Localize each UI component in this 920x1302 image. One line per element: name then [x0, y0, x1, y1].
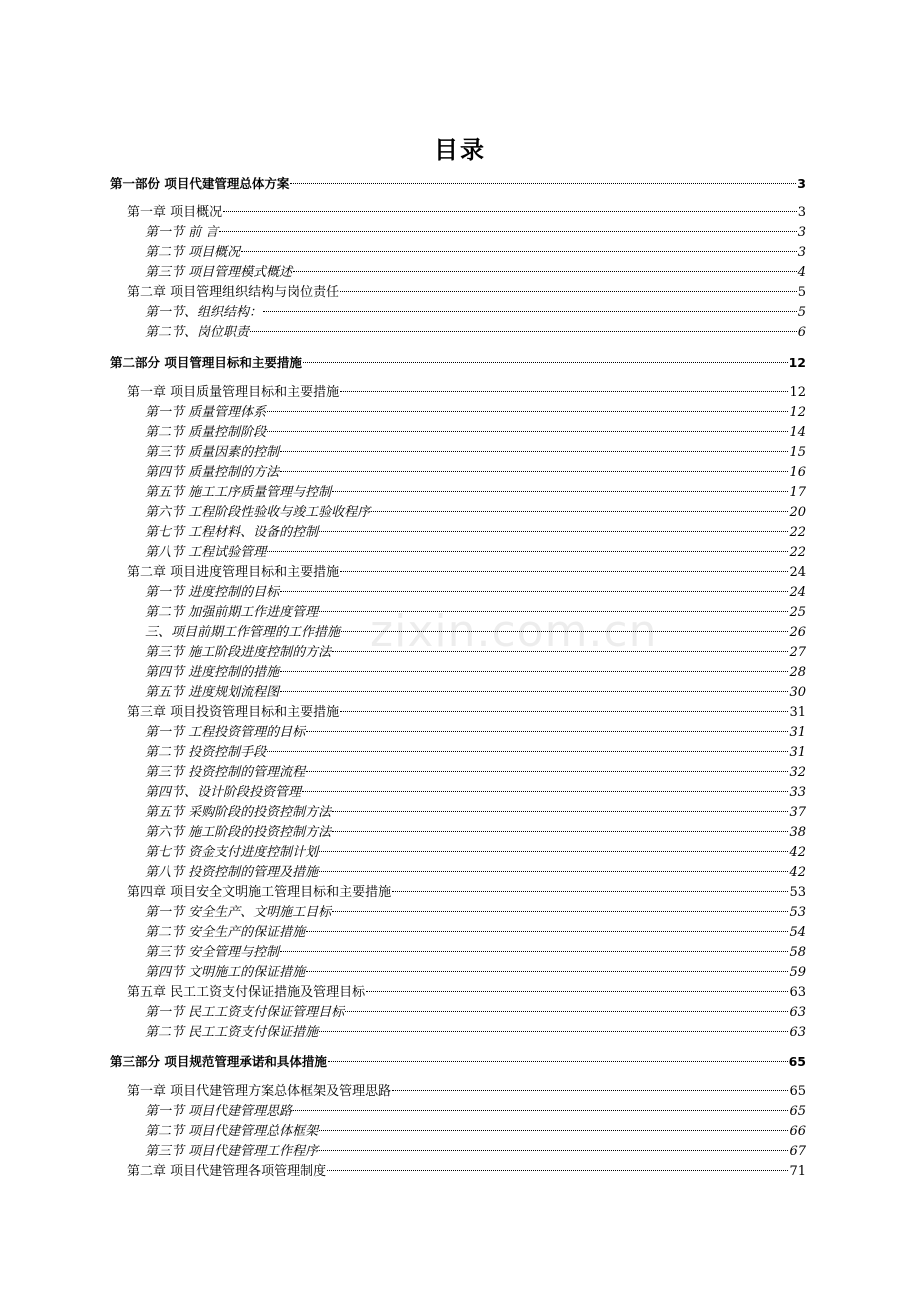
toc-entry-page-number: 31	[789, 705, 806, 720]
dot-leader	[332, 830, 788, 832]
toc-entry-section[interactable]	[145, 1023, 806, 1043]
toc-entry-page-number: 4	[797, 265, 806, 280]
toc-entry-section[interactable]	[145, 323, 806, 343]
toc-entry-page-number: 63	[789, 985, 806, 1000]
dot-leader	[327, 1169, 788, 1171]
toc-entry-chapter[interactable]	[127, 1162, 806, 1182]
toc-entry-label: 第四节 质量控制的方法	[145, 465, 280, 480]
toc-entry-label: 第六节 工程阶段性验收与竣工验收程序	[145, 505, 371, 520]
toc-entry-page-number: 63	[789, 1025, 806, 1040]
toc-entry-chapter[interactable]	[127, 1082, 806, 1102]
toc-entry-page-number: 3	[797, 225, 806, 240]
dot-leader	[319, 530, 788, 532]
toc-entry-page-number: 25	[789, 605, 806, 620]
toc-entry-page-number: 5	[797, 285, 806, 300]
toc-entry-page-number: 54	[789, 925, 806, 940]
toc-entry-page-number: 53	[789, 885, 806, 900]
dot-leader	[280, 670, 788, 672]
toc-entry-label: 第三节 项目代建管理工作程序	[145, 1144, 319, 1159]
dot-leader	[267, 410, 788, 412]
toc-entry-page-number: 42	[789, 845, 806, 860]
toc-entry-label: 第三节 安全管理与控制	[145, 945, 280, 960]
toc-entry-page-number: 59	[789, 965, 806, 980]
toc-entry-page-number: 15	[789, 445, 806, 460]
toc-entry-section[interactable]	[145, 723, 806, 743]
toc-entry-label: 第五节 施工工序质量管理与控制	[145, 485, 332, 500]
toc-entry-label: 第一节 前 言	[145, 225, 219, 240]
toc-entry-label: 第六节 施工阶段的投资控制方法	[145, 825, 332, 840]
dot-leader	[319, 870, 788, 872]
toc-entry-page-number: 28	[789, 665, 806, 680]
toc-entry-label: 第七节 资金支付进度控制计划	[145, 845, 319, 860]
toc-entry-label: 第三节 施工阶段进度控制的方法	[145, 645, 332, 660]
toc-entry-label: 第一节 项目代建管理思路	[145, 1104, 293, 1119]
toc-entry-section[interactable]	[145, 803, 806, 823]
dot-leader	[341, 630, 788, 632]
toc-entry-page-number: 66	[789, 1124, 806, 1139]
dot-leader	[306, 930, 788, 932]
dot-leader	[332, 910, 788, 912]
toc-entry-label: 第四节、设计阶段投资管理	[145, 785, 302, 800]
dot-leader	[340, 570, 788, 572]
dot-leader	[290, 182, 796, 184]
toc-entry-chapter[interactable]	[127, 983, 806, 1003]
toc-entry-section[interactable]	[145, 683, 806, 703]
toc-entry-label: 第二节 民工工资支付保证措施	[145, 1025, 319, 1040]
toc-entry-part[interactable]	[110, 174, 806, 194]
toc-entry-section[interactable]	[145, 863, 806, 883]
toc-entry-section[interactable]	[145, 943, 806, 963]
dot-leader	[332, 810, 788, 812]
dot-leader	[223, 210, 797, 212]
toc-entry-page-number: 37	[789, 805, 806, 820]
toc-entry-section[interactable]	[145, 503, 806, 523]
toc-entry-label: 第二节 加强前期工作进度管理	[145, 605, 319, 620]
toc-entry-chapter[interactable]	[127, 203, 806, 223]
toc-entry-section[interactable]	[145, 463, 806, 483]
toc-entry-page-number: 14	[789, 425, 806, 440]
toc-entry-label: 第一部份 项目代建管理总体方案	[110, 176, 290, 191]
dot-leader	[241, 250, 797, 252]
toc-entry-page-number: 26	[789, 625, 806, 640]
toc-entry-page-number: 12	[789, 385, 806, 400]
toc-entry-page-number: 6	[797, 325, 806, 340]
dot-leader	[371, 510, 788, 512]
toc-entry-page-number: 16	[789, 465, 806, 480]
dot-leader	[332, 650, 788, 652]
toc-entry-label: 第二节 投资控制手段	[145, 745, 267, 760]
dot-leader	[219, 230, 796, 232]
toc-entry-page-number: 65	[789, 1104, 806, 1119]
dot-leader	[340, 390, 788, 392]
toc-entry-label: 第二章 项目管理组织结构与岗位责任	[127, 285, 340, 300]
toc-entry-part[interactable]	[110, 353, 806, 373]
dot-leader	[392, 890, 788, 892]
dot-leader	[267, 750, 788, 752]
toc-entry-label: 第一章 项目代建管理方案总体框架及管理思路	[127, 1084, 392, 1099]
dot-leader	[345, 1010, 788, 1012]
dot-leader	[280, 470, 788, 472]
toc-entry-chapter[interactable]	[127, 383, 806, 403]
dot-leader	[366, 990, 788, 992]
toc-entry-page-number: 31	[789, 745, 806, 760]
toc-entry-section[interactable]	[145, 963, 806, 983]
dot-leader	[280, 690, 788, 692]
toc-entry-section[interactable]	[145, 423, 806, 443]
toc-entry-section[interactable]	[145, 263, 806, 283]
dot-leader	[250, 330, 797, 332]
toc-entry-page-number: 65	[789, 1084, 806, 1099]
dot-leader	[340, 710, 788, 712]
toc-entry-label: 第一节 进度控制的目标	[145, 585, 280, 600]
toc-entry-page-number: 20	[789, 505, 806, 520]
dot-leader	[319, 1030, 788, 1032]
toc-entry-page-number: 58	[789, 945, 806, 960]
toc-entry-label: 第一章 项目质量管理目标和主要措施	[127, 385, 340, 400]
toc-entry-page-number: 31	[789, 725, 806, 740]
toc-entry-page-number: 63	[789, 1005, 806, 1020]
toc-entry-section[interactable]	[145, 1003, 806, 1023]
toc-entry-page-number: 3	[797, 176, 806, 191]
toc-entry-label: 第一节 民工工资支付保证管理目标	[145, 1005, 345, 1020]
dot-leader	[340, 290, 797, 292]
toc-entry-page-number: 53	[789, 905, 806, 920]
toc-entry-label: 第八节 工程试验管理	[145, 545, 267, 560]
toc-entry-label: 第二章 项目进度管理目标和主要措施	[127, 565, 340, 580]
dot-leader	[328, 1060, 788, 1062]
dot-leader	[306, 770, 788, 772]
toc-entry-page-number: 67	[789, 1144, 806, 1159]
toc-entry-page-number: 27	[789, 645, 806, 660]
toc-entry-section[interactable]	[145, 523, 806, 543]
toc-entry-label: 第四节 进度控制的措施	[145, 665, 280, 680]
toc-entry-label: 第五章 民工工资支付保证措施及管理目标	[127, 985, 366, 1000]
toc-entry-page-number: 5	[797, 305, 806, 320]
toc-entry-label: 第一节、组织结构：	[145, 305, 263, 320]
toc-entry-page-number: 22	[789, 545, 806, 560]
toc-entry-page-number: 3	[797, 245, 806, 260]
toc-entry-section[interactable]	[145, 1122, 806, 1142]
toc-entry-label: 第四节 文明施工的保证措施	[145, 965, 306, 980]
dot-leader	[302, 790, 788, 792]
dot-leader	[332, 490, 788, 492]
toc-entry-label: 第二节 安全生产的保证措施	[145, 925, 306, 940]
toc-entry-section[interactable]	[145, 903, 806, 923]
toc-entry-section[interactable]	[145, 603, 806, 623]
toc-entry-chapter[interactable]	[127, 283, 806, 303]
toc-entry-label: 第二节 项目概况	[145, 245, 241, 260]
toc-entry-section[interactable]	[145, 823, 806, 843]
toc-entry-page-number: 24	[789, 585, 806, 600]
toc-entry-page-number: 24	[789, 565, 806, 580]
toc-entry-page-number: 30	[789, 685, 806, 700]
dot-leader	[263, 310, 797, 312]
toc-entry-label: 第七节 工程材料、设备的控制	[145, 525, 319, 540]
toc-entry-page-number: 71	[789, 1164, 806, 1179]
watermark: zixin.com.cn	[370, 606, 658, 657]
dot-leader	[319, 1149, 788, 1151]
toc-entry-part[interactable]	[110, 1052, 806, 1072]
dot-leader	[303, 361, 788, 363]
dot-leader	[293, 270, 797, 272]
toc-entry-chapter[interactable]	[127, 883, 806, 903]
toc-entry-label: 第五节 采购阶段的投资控制方法	[145, 805, 332, 820]
toc-entry-section[interactable]	[145, 243, 806, 263]
toc-entry-label: 第二章 项目代建管理各项管理制度	[127, 1164, 327, 1179]
toc-entry-section[interactable]	[145, 1142, 806, 1162]
toc-entry-label: 第三部分 项目规范管理承诺和具体措施	[110, 1054, 327, 1069]
toc-entry-page-number: 3	[797, 205, 806, 220]
toc-entry-chapter[interactable]	[127, 703, 806, 723]
toc-entry-label: 第二节 质量控制阶段	[145, 425, 267, 440]
toc-entry-label: 第三节 质量因素的控制	[145, 445, 280, 460]
toc-entry-label: 三、项目前期工作管理的工作措施	[145, 625, 341, 640]
toc-entry-label: 第一节 工程投资管理的目标	[145, 725, 306, 740]
dot-leader	[267, 550, 788, 552]
toc-entry-section[interactable]	[145, 223, 806, 243]
toc-entry-label: 第三节 投资控制的管理流程	[145, 765, 306, 780]
dot-leader	[392, 1089, 788, 1091]
toc-entry-section[interactable]	[145, 583, 806, 603]
toc-entry-label: 第二节、岗位职责	[145, 325, 250, 340]
toc-entry-section[interactable]	[145, 743, 806, 763]
dot-leader	[280, 450, 788, 452]
toc-entry-section[interactable]	[145, 1102, 806, 1122]
dot-leader	[319, 850, 788, 852]
toc-entry-section[interactable]	[145, 663, 806, 683]
toc-entry-page-number: 33	[789, 785, 806, 800]
toc-entry-page-number: 22	[789, 525, 806, 540]
toc-entry-section[interactable]	[145, 923, 806, 943]
dot-leader	[280, 950, 788, 952]
toc-entry-label: 第四章 项目安全文明施工管理目标和主要措施	[127, 885, 392, 900]
toc-entry-section[interactable]	[145, 483, 806, 503]
toc-entry-section[interactable]	[145, 623, 806, 643]
dot-leader	[267, 430, 788, 432]
toc-entry-page-number: 38	[789, 825, 806, 840]
toc-entry-section[interactable]	[145, 843, 806, 863]
toc-entry-section[interactable]	[145, 303, 806, 323]
toc-entry-page-number: 32	[789, 765, 806, 780]
dot-leader	[306, 730, 788, 732]
dot-leader	[293, 1109, 788, 1111]
toc-entry-label: 第二节 项目代建管理总体框架	[145, 1124, 319, 1139]
toc-entry-label: 第五节 进度规划流程图	[145, 685, 280, 700]
dot-leader	[280, 590, 788, 592]
toc-entry-section[interactable]	[145, 783, 806, 803]
toc-entry-section[interactable]	[145, 443, 806, 463]
toc-entry-section[interactable]	[145, 763, 806, 783]
toc-entry-chapter[interactable]	[127, 563, 806, 583]
toc-entry-label: 第一章 项目概况	[127, 205, 223, 220]
toc-entry-page-number: 65	[788, 1054, 806, 1069]
toc-entry-label: 第一节 质量管理体系	[145, 405, 267, 420]
toc-entry-label: 第八节 投资控制的管理及措施	[145, 865, 319, 880]
toc-entry-section[interactable]	[145, 403, 806, 423]
dot-leader	[319, 1129, 788, 1131]
toc-title: 目录	[434, 136, 486, 164]
toc-entry-page-number: 42	[789, 865, 806, 880]
toc-entry-section[interactable]	[145, 543, 806, 563]
toc-entry-label: 第三节 项目管理模式概述	[145, 265, 293, 280]
dot-leader	[319, 610, 788, 612]
dot-leader	[306, 970, 788, 972]
toc-entry-label: 第一节 安全生产、文明施工目标	[145, 905, 332, 920]
toc-entry-label: 第三章 项目投资管理目标和主要措施	[127, 705, 340, 720]
toc-entry-page-number: 12	[788, 355, 806, 370]
toc-entry-label: 第二部分 项目管理目标和主要措施	[110, 355, 302, 370]
toc-entry-page-number: 12	[789, 405, 806, 420]
toc-entry-page-number: 17	[789, 485, 806, 500]
toc-entry-section[interactable]	[145, 643, 806, 663]
